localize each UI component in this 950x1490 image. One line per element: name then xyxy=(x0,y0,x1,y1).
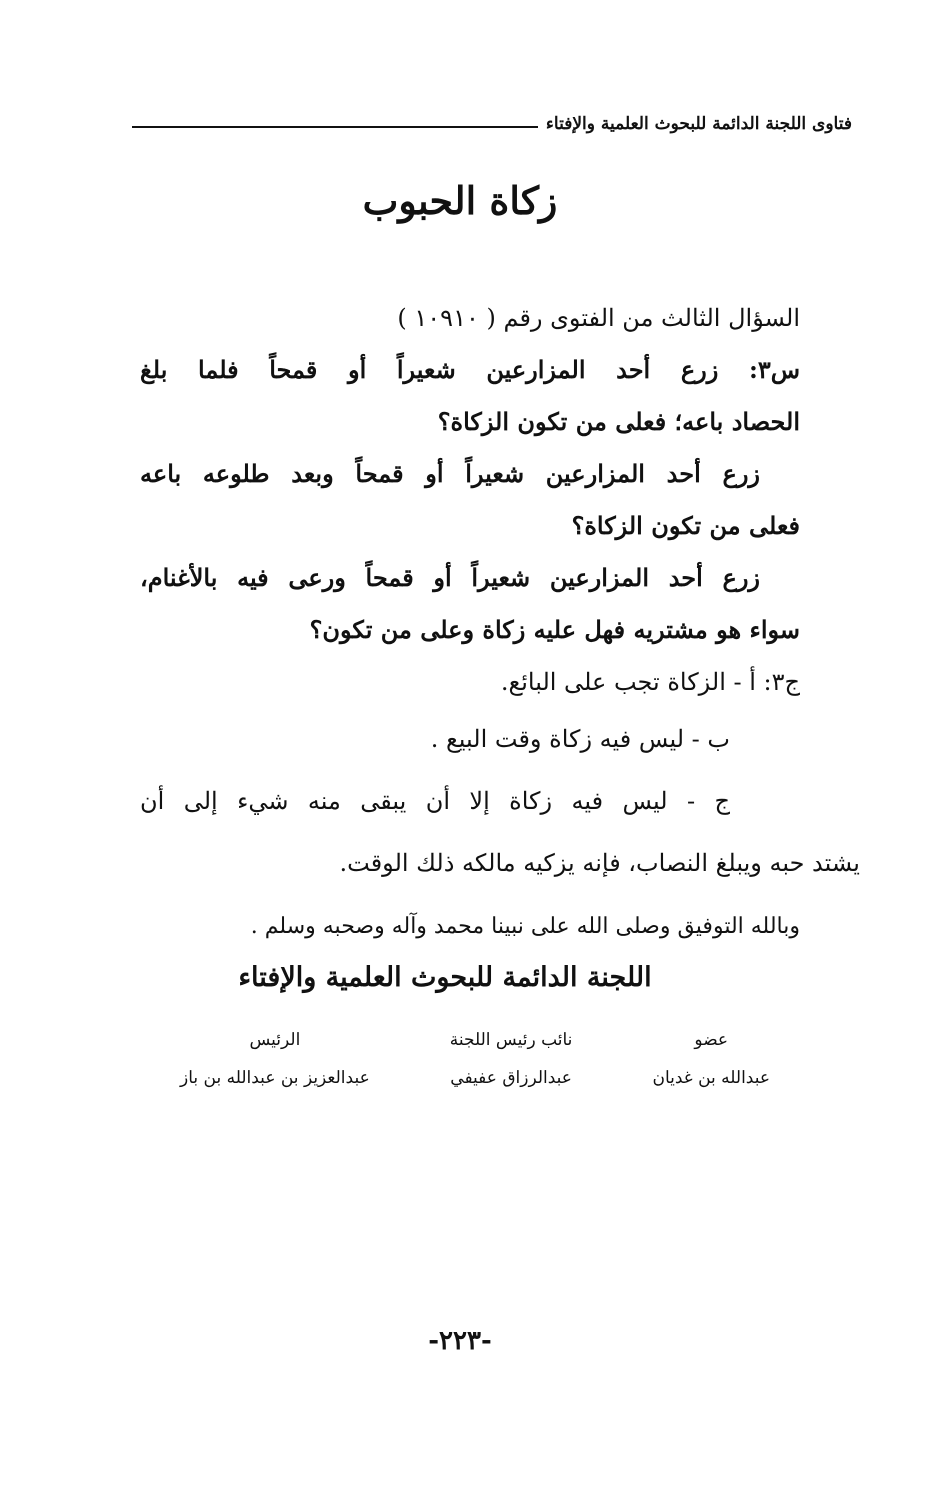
question-line: فعلى من تكون الزكاة؟ xyxy=(571,511,800,540)
question-line: زرع أحد المزارعين شعيراً أو قمحاً ورعى فيه بالأغنام، xyxy=(140,563,760,592)
question-line: س٣: زرع أحد المزارعين شعيراً أو قمحاً فلما بلغ xyxy=(140,355,800,384)
signatory-deputy xyxy=(450,1030,573,1088)
question-reference: السؤال الثالث من الفتوى رقم ( ١٠٩١٠ ) xyxy=(397,304,800,332)
fatwa-body xyxy=(140,292,860,894)
header-rule xyxy=(132,126,538,128)
running-header xyxy=(132,114,852,134)
committee-name: اللجنة الدائمة للبحوث العلمية والإفتاء xyxy=(238,962,652,993)
section-title: زكاة الحبوب xyxy=(362,178,558,223)
answer-line: ب - ليس فيه زكاة وقت البيع . xyxy=(430,725,730,753)
signatory-name: عبدالرزاق عفيفي xyxy=(450,1068,572,1088)
running-header-title: فتاوى اللجنة الدائمة للبحوث العلمية والإفتاء xyxy=(545,114,852,134)
answer-line: يشتد حبه ويبلغ النصاب، فإنه يزكيه مالكه ذلك الوقت. xyxy=(339,849,860,877)
closing-prayer: وبالله التوفيق وصلى الله على نبينا محمد وآله وصحبه وسلم . xyxy=(250,914,800,939)
question-line: سواء هو مشتريه فهل عليه زكاة وعلى من تكون؟ xyxy=(309,615,800,644)
signatory-chairman xyxy=(180,1030,370,1088)
answer-line: ج - ليس فيه زكاة إلا أن يبقى منه شيء إلى أن xyxy=(140,787,730,815)
question-line: الحصاد باعه؛ فعلى من تكون الزكاة؟ xyxy=(437,407,800,436)
signatory-role: عضو xyxy=(694,1030,729,1050)
signatory-member xyxy=(652,1030,770,1088)
page-number: -٢٢٣- xyxy=(428,1326,492,1356)
question-line: زرع أحد المزارعين شعيراً أو قمحاً وبعد طلوعه باعه xyxy=(140,459,760,488)
signatory-name: عبدالعزيز بن عبدالله بن باز xyxy=(180,1068,370,1088)
signatory-role: الرئيس xyxy=(249,1030,301,1050)
signatory-role: نائب رئيس اللجنة xyxy=(449,1030,573,1050)
answer-line: ج٣: أ - الزكاة تجب على البائع. xyxy=(500,668,800,696)
signatory-name: عبدالله بن غديان xyxy=(652,1068,770,1088)
signatories xyxy=(180,1030,770,1088)
